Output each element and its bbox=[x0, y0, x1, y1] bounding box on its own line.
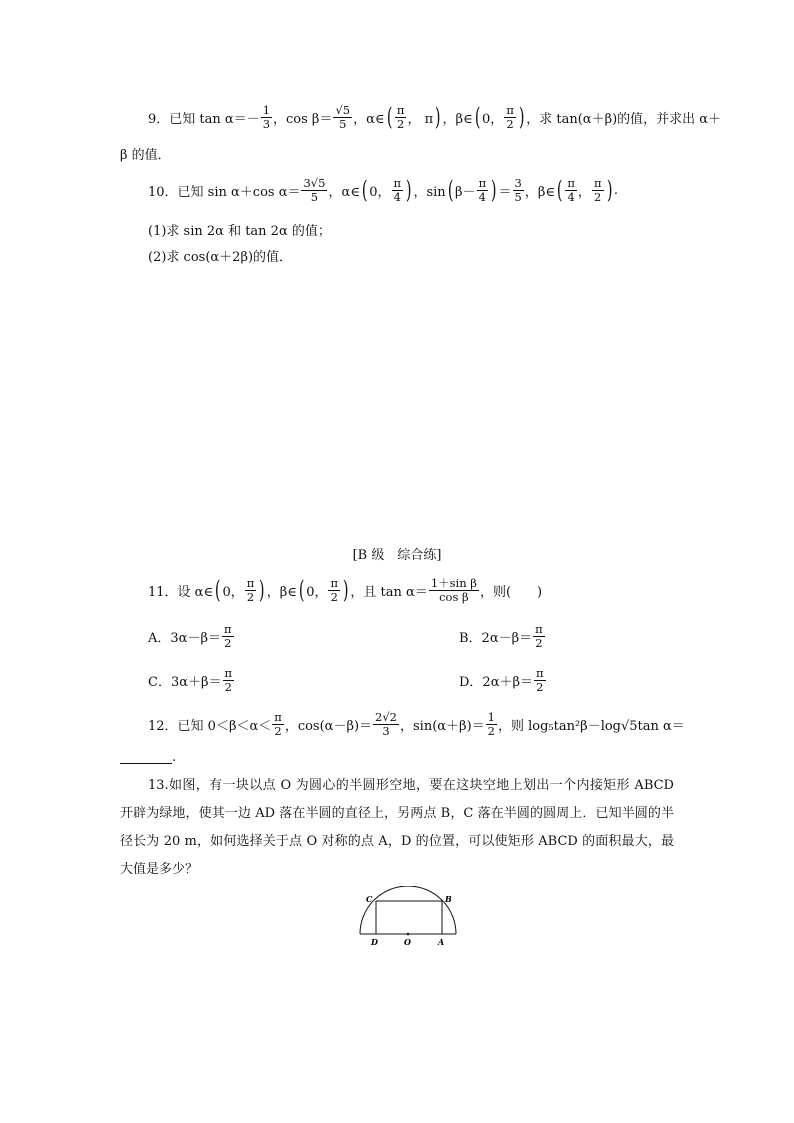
fraction: $\frac{√5}{5}$ bbox=[335, 102, 351, 131]
center-point bbox=[407, 933, 410, 936]
q10-part2: (2)求 cos(α＋2β)的值． bbox=[148, 250, 293, 265]
q10-line1: 10． 已知 sin α＋cos α＝ $\frac{3√5}{5}$ ，α∈ ( 0， $\frac{\pi}{4}$ ) ，sin ( β－ $\frac{\pi}{4}$ ) ＝ $\frac{3}{5}$ ，β∈ ( $\frac{\pi}{4}$ ， $\frac{\pi}{2}$ ) . bbox=[148, 175, 619, 204]
fraction: $\frac{\pi}{2}$ bbox=[223, 621, 232, 650]
q9-line2: β 的值． bbox=[120, 148, 171, 163]
label-b: B bbox=[445, 894, 452, 904]
label-c: C bbox=[366, 894, 373, 904]
fraction: $\frac{\pi}{2}$ bbox=[535, 621, 543, 650]
section-title: [B 级 综合练] bbox=[352, 548, 442, 563]
fraction: $\frac{\pi}{4}$ bbox=[567, 175, 575, 204]
fraction: $\frac{2√2}{3}$ bbox=[375, 709, 397, 738]
q9-number: 9． bbox=[148, 111, 170, 127]
fraction: $\frac{\pi}{2}$ bbox=[396, 102, 405, 131]
q10-part1: (1)求 sin 2α 和 tan 2α 的值； bbox=[148, 224, 331, 239]
semicircle-figure bbox=[352, 886, 472, 948]
q11-line: 11． 设 α∈ ( 0， $\frac{\pi}{2}$ ) ，β∈ ( 0， $\frac{\pi}{2}$ ) ，且 tan α＝ $\frac{\text{1＋sin β}}{\text{cos β}}$ ，则( ) bbox=[148, 575, 543, 604]
fraction: $\frac{1}{2}$ bbox=[487, 709, 495, 738]
q12-answer-line: . bbox=[120, 750, 176, 765]
q10-number: 10． bbox=[148, 184, 178, 200]
fraction: $\frac{\pi}{4}$ bbox=[393, 175, 402, 204]
q9-line1: 9． 已知 tan α＝－ $\frac{1}{3}$ ，cos β＝ $\frac{√5}{5}$ ，α∈ ( $\frac{\pi}{2}$ ， π ) ，β∈ ( 0， $\frac{\pi}{2}$ ) ，求 tan(α＋β)的值，并求出 α＋ bbox=[148, 102, 722, 131]
fraction: $\frac{\pi}{4}$ bbox=[478, 175, 487, 204]
label-a: A bbox=[438, 937, 445, 947]
option-c[interactable]: C．3α＋β＝ $\frac{\pi}{2}$ bbox=[148, 665, 233, 694]
fraction: $\frac{\pi}{2}$ bbox=[593, 175, 602, 204]
q13-text: 13.如图，有一块以点 O 为圆心的半圆形空地，要在这块空地上划出一个内接矩形 ABCD 开辟为绿地，使其一边 AD 落在半圆的直径上，另两点 B，C 落在半圆的圆周上．已知半圆的半径长为 20 m，如何选择关于点 O 对称的点 A，D 的位置，可以使矩形 ABCD 的面积最大，最大值是多少？ bbox=[120, 778, 674, 877]
fraction: $\frac{\pi}{2}$ bbox=[506, 102, 514, 131]
fraction: $\frac{\pi}{2}$ bbox=[536, 665, 544, 694]
fraction: $\frac{3}{5}$ bbox=[514, 175, 522, 204]
fraction: $\frac{\pi}{2}$ bbox=[274, 709, 282, 738]
fraction: $\frac{3√5}{5}$ bbox=[303, 175, 326, 204]
label-d: D bbox=[371, 937, 378, 947]
fraction: $\frac{1}{3}$ bbox=[262, 102, 271, 131]
option-d[interactable]: D．2α＋β＝ $\frac{\pi}{2}$ bbox=[459, 665, 544, 694]
fraction: $\frac{\pi}{2}$ bbox=[330, 575, 339, 604]
q12-line1: 12． 已知 0＜β＜α＜ $\frac{\pi}{2}$ ，cos(α－β)＝ $\frac{2√2}{3}$ ，sin(α＋β)＝ $\frac{1}{2}$ ，则 log₅tan²β－log√5tan α＝ bbox=[148, 709, 685, 738]
option-a[interactable]: A．3α－β＝ $\frac{\pi}{2}$ bbox=[148, 621, 232, 650]
answer-blank[interactable] bbox=[120, 751, 172, 764]
rectangle-abcd bbox=[376, 901, 442, 934]
q11-number: 11． bbox=[148, 584, 178, 600]
fraction: $\frac{\text{1＋sin β}}{\text{cos β}}$ bbox=[430, 575, 477, 604]
q12-number: 12． bbox=[148, 718, 178, 734]
label-o: O bbox=[404, 937, 411, 947]
fraction: $\frac{\pi}{2}$ bbox=[246, 575, 255, 604]
fraction: $\frac{\pi}{2}$ bbox=[224, 665, 233, 694]
option-b[interactable]: B．2α－β＝ $\frac{\pi}{2}$ bbox=[459, 621, 543, 650]
